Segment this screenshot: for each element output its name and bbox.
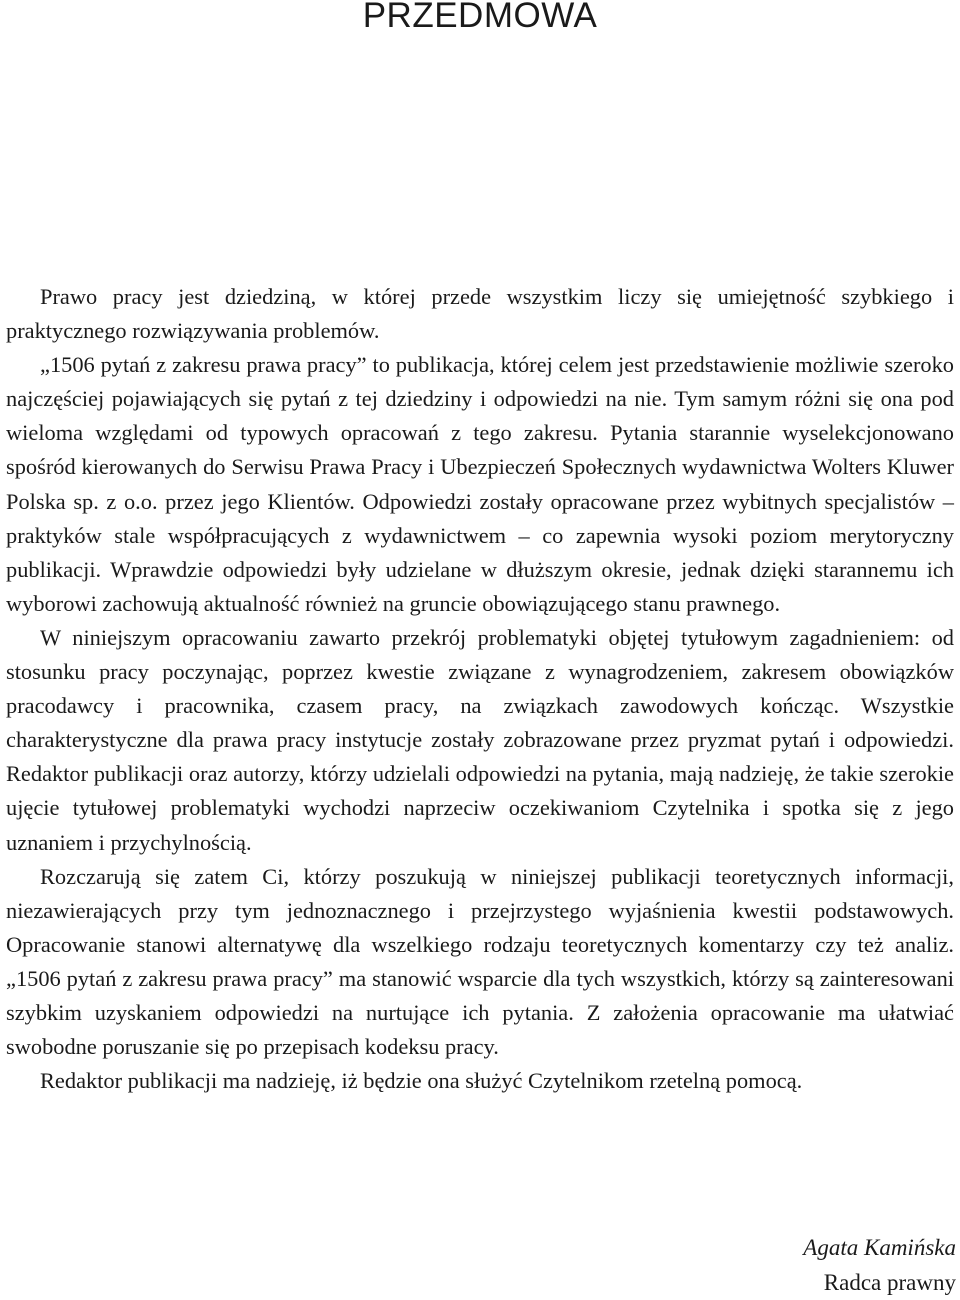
paragraph: Rozczarują się zatem Ci, którzy poszukują w niniejszej publikacji teoretycznych informacji, niezawierających przy tym jednoznacznego i przejrzystego wyjaśnienia kwestii podstawowych. Opracowanie stanowi alternatywę dla wszelkiego rodzaju teoretycznych komentarzy czy też analiz. „1506 pytań z zakresu prawa pracy” ma stanowić wsparcie dla tych wszystkich, którzy są zainteresowani szybkim uzyskaniem odpowiedzi na nurtujące ich pytania. Z założenia opracowanie ma ułatwiać swobodne poruszanie się po przepisach kodeksu pracy.: [6, 863, 954, 1060]
paragraph: „1506 pytań z zakresu prawa pracy” to publikacja, której celem jest przedstawienie możliwie szeroko najczęściej pojawiających się pytań z tej dziedziny i odpowiedzi na nie. Tym samym różni się ona pod wieloma względami od typowych opracowań z tego zakresu. Pytania starannie wyselekcjonowano spośród kierowanych do Serwisu Prawa Pracy i Ubezpieczeń Społecznych wydawnictwa Wolters Kluwer Polska sp. z o.o. przez jego Klientów. Odpowiedzi zostały opracowane przez wybitnych specjalistów – praktyków stale współpracujących z wydawnictwem – co zapewnia wysoki poziom merytoryczny publikacji. Wprawdzie odpowiedzi były udzielane w dłuższym okresie, jednak dzięki starannemu ich wyborowi zachowują aktualność również na gruncie obowiązującego stanu prawnego.: [6, 352, 954, 616]
signature-block: [803, 1230, 956, 1300]
signature-name: Agata Kamińska: [803, 1235, 956, 1260]
signature-role: Radca prawny: [823, 1270, 956, 1295]
paragraph: Redaktor publikacji ma nadzieję, iż będzie ona służyć Czytelnikom rzetelną pomocą.: [40, 1068, 803, 1094]
paragraph: Prawo pracy jest dziedziną, w której przede wszystkim liczy się umiejętność szybkiego i praktycznego rozwiązywania problemów.: [6, 284, 954, 344]
paragraph: W niniejszym opracowaniu zawarto przekrój problematyki objętej tytułowym zagadnieniem: od stosunku pracy poczynając, poprzez kwestie związane z wynagrodzeniem, zakresem obowiązków pracodawcy i pracownika, czasem pracy, na związkach zawodowych kończąc. Wszystkie charakterystyczne dla prawa pracy instytucje zostały zobrazowane przez pryzmat pytań i odpowiedzi. Redaktor publikacji oraz autorzy, którzy udzielali odpowiedzi na pytania, mają nadzieję, że takie szerokie ujęcie tytułowej problematyki wychodzi naprzeciw oczekiwaniom Czytelnika i spotka się z jego uznaniem i przychylnością.: [6, 624, 954, 855]
page-title: PRZEDMOWA: [362, 0, 598, 35]
preface-body: [6, 280, 954, 1098]
